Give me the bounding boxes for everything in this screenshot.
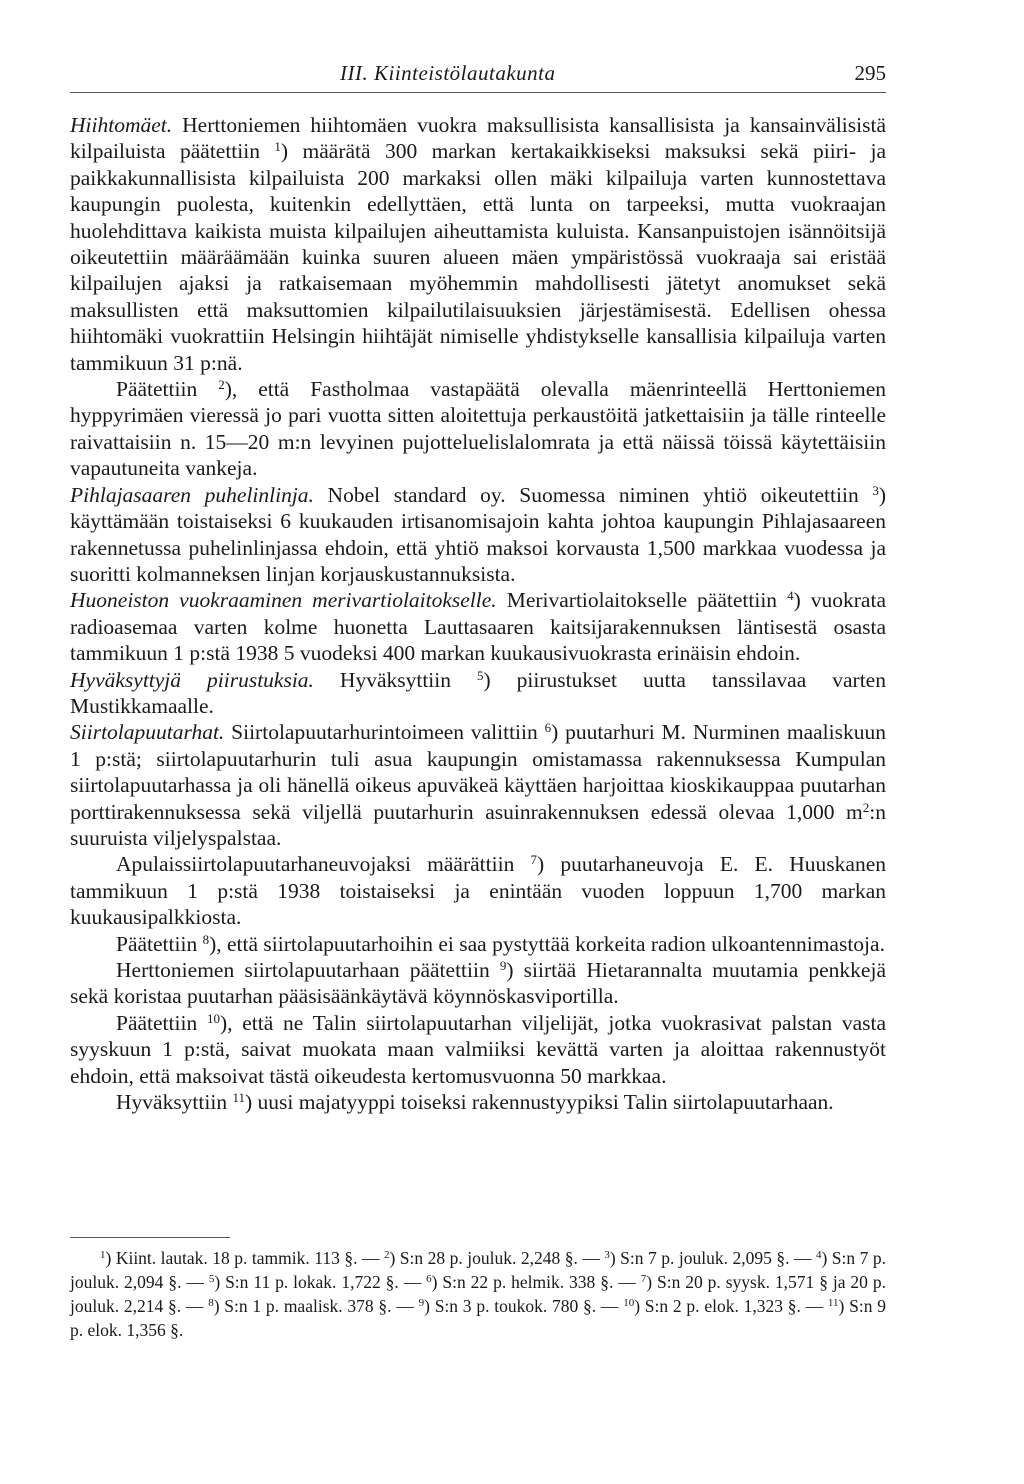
- page-number: 295: [854, 61, 886, 85]
- paragraph: [70, 957, 886, 1010]
- text-run: ) S:n 2 p. elok. 1,323 §. —: [634, 1296, 828, 1316]
- text-run: Päätettiin: [116, 1010, 207, 1035]
- text-run: Apulaissiirtolapuutarhaneuvojaksi määrättiin: [116, 852, 531, 877]
- footnote-ref: 6: [544, 720, 552, 736]
- body-text: [70, 112, 886, 1115]
- text-run: ) Kiint. lautak. 18 p. tammik. 113 §. —: [105, 1248, 384, 1268]
- text-run: ) S:n 1 p. maalisk. 378 §. —: [213, 1296, 419, 1316]
- footnote-ref: 2: [862, 799, 870, 815]
- footnote-ref: 5: [208, 1273, 215, 1285]
- footnote-ref: 2: [383, 1249, 390, 1261]
- text-run: ) käyttämään toistaiseksi 6 kuukauden irtisanomisajoin kahta johtoa kaupungin Pihlajasaareen rakennetussa puhelinlinjassa ehdoin, että yhtiö maksoi korvausta 1,500 markkaa vuodessa ja suoritti kolmanneksen linjan korjauskustannuksista.: [70, 482, 886, 586]
- section-heading: Huoneiston vuokraaminen merivartiolaitokselle.: [70, 588, 497, 613]
- footnote-ref: 2: [218, 377, 225, 393]
- text-run: ) S:n 11 p. lokak. 1,722 §. —: [214, 1272, 427, 1292]
- header-title: III. Kiinteistölautakunta: [340, 61, 556, 85]
- text-run: ), että ne Talin siirtolapuutarhan viljelijät, jotka vuokrasivat palstan vasta syyskuun 1 p:stä, saivat muokata maan valmiiksi kevättä varten ja aloittaa rakennustyöt ehdoin, että maksoivat tästä oikeudesta kertomusvuonna 50 markkaa.: [70, 1010, 887, 1088]
- text-run: ) siirtää Hietarannalta muutamia penkkejä sekä koristaa puutarhan pääsisäänkäytävä köynnöskasviportilla.: [70, 958, 886, 1009]
- paragraph: [70, 719, 886, 851]
- footnote-paragraph: [70, 1246, 886, 1342]
- section-heading: Hyväksyttyjä piirustuksia.: [70, 667, 314, 692]
- text-run: ) S:n 20 p. syysk. 1,571 § ja 20 p. jouluk. 2,214 §. —: [70, 1272, 886, 1316]
- footnotes: [70, 1246, 886, 1342]
- text-run: ) S:n 7 p. jouluk. 2,095 §. —: [609, 1248, 816, 1268]
- section-heading: Siirtolapuutarhat.: [70, 720, 225, 745]
- text-run: ) piirustukset uutta tanssilavaa varten Mustikkamaalle.: [70, 667, 886, 718]
- paragraph: [70, 851, 886, 930]
- footnote-ref: 9: [499, 958, 507, 973]
- footnote-ref: 10: [623, 1297, 635, 1309]
- text-run: ) S:n 9 p. elok. 1,356 §.: [70, 1296, 886, 1340]
- footnote-ref: 3: [872, 482, 879, 498]
- text-run: ) S:n 22 p. helmik. 338 §. —: [431, 1272, 641, 1292]
- text-run: ) S:n 7 p. jouluk. 2,094 §. —: [70, 1248, 886, 1292]
- text-run: ), että Fastholmaa vastapäätä olevalla mäenrinteellä Herttoniemen hyppyrimäen vieressä jo pari vuotta sitten aloitettuja perkaustöitä jatkettaisiin ja tälle rinteelle raivattaisiin n. 15—20 m:n levyinen pujotteluelislalomrata ja että näissä töissä käytettäisiin vapautuneita vankeja.: [70, 377, 887, 481]
- footnote-ref: 5: [477, 667, 484, 683]
- paragraph: [70, 667, 886, 720]
- footnote-ref: 4: [815, 1249, 822, 1261]
- section-heading: Pihlajasaaren puhelinlinja.: [70, 482, 314, 507]
- text-run: Nobel standard oy. Suomessa niminen yhtiö oikeutettiin: [313, 482, 873, 507]
- footnote-ref: 7: [640, 1273, 647, 1285]
- text-run: ), että siirtolapuutarhoihin ei saa pystyttää korkeita radion ulkoantennimastoja.: [209, 931, 885, 956]
- footnote-rule: [70, 1237, 230, 1238]
- footnote-ref: 3: [604, 1249, 610, 1261]
- text-run: ) vuokrata radioasemaa varten kolme huonetta Lauttasaaren kaitsijarakennuksen läntisestä osasta tammikuun 1 p:stä 1938 5 vuodeksi 400 markan kuukausivuokrasta erinäisin ehdoin.: [70, 588, 886, 666]
- paragraph: [70, 587, 886, 666]
- text-run: Päätettiin: [116, 377, 219, 402]
- section-heading: Hiihtomäet.: [70, 113, 173, 137]
- text-run: Päätettiin: [116, 931, 203, 956]
- text-run: ) S:n 28 p. jouluk. 2,248 §. —: [389, 1248, 605, 1268]
- footnote-ref: 11: [232, 1090, 245, 1106]
- text-run: ) S:n 3 p. toukok. 780 §. —: [424, 1296, 624, 1316]
- text-run: :n suuruista viljelyspalstaa.: [70, 799, 886, 850]
- text-run: ) uusi majatyyppi toiseksi rakennustyypiksi Talin siirtolapuutarhaan.: [245, 1090, 834, 1115]
- footnote-ref: 1: [274, 139, 281, 155]
- text-run: Merivartiolaitokselle päätettiin: [496, 588, 788, 613]
- text-run: ) puutarhuri M. Nurminen maaliskuun 1 p:stä; siirtolapuutarhurin tuli asua kaupungin omistamassa rakennuksessa Kumpulan siirtolapuutarhassa ja oli hänellä oikeus apuväkeä käyttäen harjoittaa kioskikauppaa puutarhan porttirakennuksessa sekä viljellä puutarhurin asuinrakennuksen edessä olevaa 1,000 m: [70, 720, 886, 824]
- footnote-ref: 7: [530, 852, 538, 868]
- footnote-ref: 6: [426, 1273, 432, 1285]
- text-run: Hyväksyttiin: [116, 1090, 233, 1115]
- paragraph: [70, 112, 886, 376]
- text-run: Hyväksyttiin: [313, 667, 477, 692]
- paragraph: [70, 376, 886, 482]
- paragraph: [70, 1010, 886, 1089]
- text-run: Herttoniemen hiihtomäen vuokra maksullisista kansallisista ja kansainvälisistä kilpailuista päätettiin: [70, 113, 886, 164]
- paragraph: [70, 931, 886, 957]
- paragraph: [70, 482, 886, 588]
- running-header: [70, 58, 886, 88]
- text-run: ) määrätä 300 markan kertakaikkiseksi maksuksi sekä piiri- ja paikkakunnallisista kilpailuista 200 markaksi ollen mäki kilpailuja varten kunnostettava kaupungin puolesta, kuitenkin edellyttäen, että lunta on tarpeeksi, mutta vuokraajan huolehdittava kaikista muista kilpailujen aiheuttamista kuluista. Kansanpuistojen isännöitsijä oikeutettiin määräämään kuinka suuren alueen mäen ympäristössä vuokraaja sai eristää kilpailujen ajaksi ja ratkaisemaan myöhemmin mahdollisesti jätetyt anomukset sekä maksullisten että maksuttomien kilpailutilaisuuksien järjestämisestä. Edellisen ohessa hiihtomäki vuokrattiin Helsingin hiihtäjät nimiselle yhdistykselle kansallisia kilpailuja varten tammikuun 31 p:nä.: [70, 139, 886, 375]
- footnote-ref: 8: [208, 1297, 214, 1309]
- text-run: Herttoniemen siirtolapuutarhaan päätettiin: [116, 958, 500, 982]
- footnote-ref: 4: [787, 588, 794, 604]
- footnote-ref: 8: [202, 931, 210, 947]
- footnote-ref: 9: [418, 1297, 425, 1309]
- text-run: ) puutarhaneuvoja E. E. Huuskanen tammikuun 1 p:stä 1938 toistaiseksi ja enintään vuoden loppuun 1,700 markan kuukausipalkkiosta.: [70, 852, 886, 930]
- paragraph: [70, 1089, 886, 1115]
- footnote-ref: 10: [206, 1010, 220, 1026]
- footnote-ref: 1: [100, 1249, 106, 1261]
- footnote-ref: 11: [827, 1297, 839, 1309]
- text-run: Siirtolapuutarhurintoimeen valittiin: [224, 720, 545, 745]
- header-rule: [70, 92, 886, 93]
